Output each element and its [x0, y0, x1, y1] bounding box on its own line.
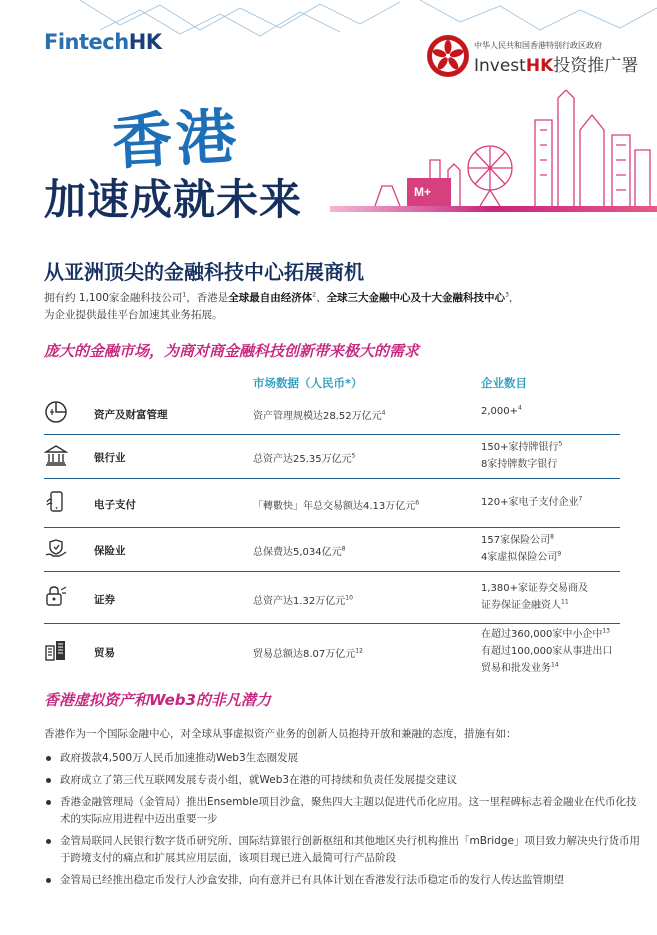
- web3-heading: 香港虚拟资产和Web3的非凡潜力: [44, 691, 271, 709]
- table-row: [44, 434, 620, 479]
- hk-skyline-illustration: [330, 90, 657, 220]
- row-market: 总资产达1.32万亿元$^{10}$: [253, 594, 353, 607]
- list-item: 政府拨款4,500万人民币加速推动Web3生态圈发展: [44, 750, 644, 767]
- row-name: 证券: [94, 594, 115, 606]
- table-row: [44, 571, 620, 624]
- row-market: 「轉數快」年总交易额达4.13万亿元$^6$: [253, 499, 420, 512]
- list-item: 政府成立了第三代互联网发展专责小组，就Web3在港的可持续和负责任发展提交建议: [44, 772, 644, 789]
- row-companies: 2,000+$^4$: [481, 404, 522, 417]
- list-item: 金管局联同人民银行数字货币研究所、国际结算银行创新枢纽和其他地区央行机构推出「mBridge」项目致力解决央行货币用于跨境支付的痛点和扩展其应用层面，该项目现已进入最简可行产品阶段: [44, 833, 644, 867]
- market-heading: 庞大的金融市场，为商对商金融科技创新带来极大的需求: [44, 342, 420, 360]
- trade-buildings-icon: [44, 638, 68, 662]
- row-name: 电子支付: [94, 499, 136, 511]
- column-header-companies: 企业数目: [481, 376, 527, 390]
- intro-paragraph: 拥有约 1,100家金融科技公司$^1$，香港是全球最自由经济体$^2$、全球三大金融中心及十大金融科技中心$^3$， 为企业提供最佳平台加速其业务拓展。: [44, 291, 520, 321]
- column-header-market: 市场数据（人民币*）: [253, 376, 363, 390]
- row-market: 资产管理规模达28.52万亿元$^4$: [253, 409, 386, 422]
- wealth-chart-icon: [44, 400, 68, 424]
- web3-intro: 香港作为一个国际金融中心，对全球从事虚拟资产业务的创新人员抱持开放和兼融的态度，措施有如：: [44, 728, 517, 740]
- row-market: 贸易总额达8.07万亿元$^{12}$: [253, 647, 363, 660]
- skyline-sign: M+: [414, 185, 432, 199]
- table-row: [44, 623, 620, 681]
- row-companies: 1,380+家证券交易商及 证券保证金融资人$^{11}$: [481, 583, 589, 611]
- table-row: [44, 393, 620, 435]
- government-line: 中华人民共和国香港特别行政区政府: [474, 41, 602, 50]
- investhk-logo[interactable]: InvestHK投资推广署: [474, 56, 639, 76]
- table-row: [44, 527, 620, 572]
- row-companies: 在超过360,000家中小企中$^{13}$ 有超过100,000家从事进出口 贸易和批发业务$^{14}$: [481, 627, 613, 674]
- row-name: 银行业: [94, 452, 126, 464]
- list-item: 金管局已经推出稳定币发行人沙盒安排，向有意并已有具体计划在香港发行法币稳定币的发行人传达监管期望: [44, 872, 644, 889]
- hero-title-main: 加速成就未来: [44, 175, 303, 224]
- hero-title-hongkong: 香港: [110, 101, 243, 179]
- row-name: 贸易: [94, 647, 115, 659]
- section-heading: 从亚洲顶尖的金融科技中心拓展商机: [44, 260, 364, 284]
- row-companies: 120+家电子支付企业$^7$: [481, 495, 583, 508]
- securities-lock-icon: [44, 584, 68, 608]
- row-market: 总保费达5,034亿元$^8$: [253, 545, 346, 558]
- row-market: 总资产达25.35万亿元$^5$: [253, 452, 356, 465]
- row-name: 资产及财富管理: [94, 409, 168, 421]
- row-companies: 150+家持牌银行$^5$ 8家持牌数字银行: [481, 440, 563, 470]
- mobile-payment-icon: [44, 490, 68, 514]
- bank-icon: [44, 444, 68, 468]
- row-companies: 157家保险公司$^8$ 4家虚拟保险公司$^9$: [481, 533, 562, 563]
- fintechhk-logo[interactable]: FintechHK: [44, 30, 162, 54]
- list-item: 香港金融管理局（金管局）推出Ensemble项目沙盒，聚焦四大主题以促进代币化应用。这一里程碑标志着金融业在代币化技术的实际应用进程中迈出重要一步: [44, 794, 644, 828]
- web3-bullet-list: [44, 750, 644, 894]
- row-name: 保险业: [94, 545, 126, 557]
- hksar-emblem-icon: [426, 34, 470, 78]
- insurance-hand-icon: [44, 537, 68, 561]
- table-row: [44, 478, 620, 528]
